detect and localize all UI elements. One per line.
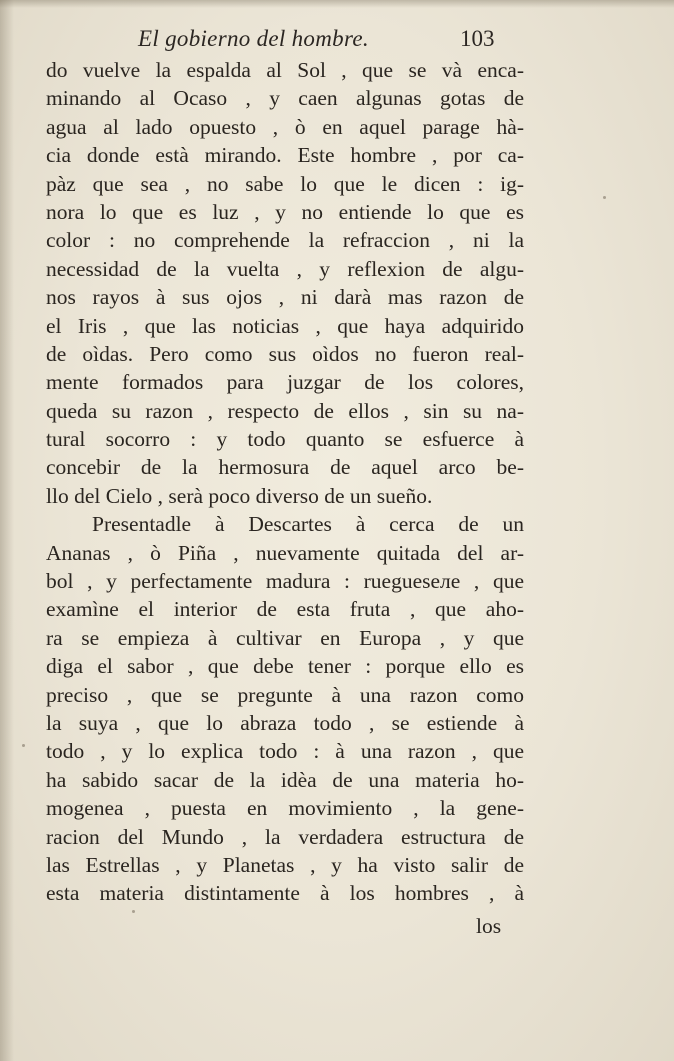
text-line: nora lo que es luz , y no entiende lo que es <box>46 199 524 224</box>
text-line: concebir de la hermosura de aquel arco be- <box>46 455 524 480</box>
catchword: los <box>476 914 502 938</box>
paragraph-last-line: llo del Cielo , serà poco diverso de un sueño. <box>46 483 433 508</box>
text-line: pàz que sea , no sabe lo que le dicen : ig- <box>46 171 524 196</box>
page-number: 103 <box>460 26 495 51</box>
running-title: El gobierno del hombre. <box>138 26 369 51</box>
text-line: la suya , que lo abraza todo , se estiende à <box>46 710 524 735</box>
text-line: Ananas , ò Piña , nuevamente quitada del ar- <box>46 540 524 565</box>
text-line: mente formados para juzgar de los colores, <box>46 370 524 395</box>
text-line: cia donde està mirando. Este hombre , por ca- <box>46 143 524 168</box>
text-line: ha sabido sacar de la idèa de una materia ho- <box>46 767 524 792</box>
text-line: esta materia distintamente à los hombres , à <box>46 881 524 906</box>
paper-speck <box>132 910 135 913</box>
text-line: necessidad de la vuelta , y reflexion de algu- <box>46 256 524 281</box>
paper-speck <box>22 744 25 747</box>
text-line: preciso , que se pregunte à una razon como <box>46 682 524 707</box>
text-line: examìne el interior de esta fruta , que aho- <box>46 597 524 622</box>
text-line: ra se empieza à cultivar en Europa , y que <box>46 625 524 650</box>
text-line: bol , y perfectamente madura : ruegueseле , que <box>46 569 524 594</box>
text-line: el Iris , que las noticias , que haya adquirido <box>46 313 524 338</box>
text-line: mogenea , puesta en movimiento , la gene- <box>46 796 524 821</box>
text-line: nos rayos à sus ojos , ni darà mas razon de <box>46 285 524 310</box>
paper-speck <box>603 196 606 199</box>
paragraph-first-line: Presentadle à Descartes à cerca de un <box>92 512 524 537</box>
page-top-edge <box>0 0 674 8</box>
text-line: diga el sabor , que debe tener : porque ello es <box>46 654 524 679</box>
text-line: minando al Ocaso , y caen algunas gotas de <box>46 86 524 111</box>
text-line: las Estrellas , y Planetas , y ha visto salir de <box>46 852 524 877</box>
text-line: agua al lado opuesto , ò en aquel parage hà- <box>46 114 524 139</box>
text-line: tural socorro : y todo quanto se esfuerce à <box>46 427 524 452</box>
text-line: do vuelve la espalda al Sol , que se và enca- <box>46 58 524 82</box>
text-line: racion del Mundo , la verdadera estructura de <box>46 824 524 849</box>
page-gutter-shadow <box>0 0 14 1061</box>
text-line: de oìdas. Pero como sus oìdos no fueron real- <box>46 341 524 366</box>
text-line: color : no comprehende la refraccion , ni la <box>46 228 524 253</box>
body-text <box>46 56 524 908</box>
text-line: queda su razon , respecto de ellos , sin su na- <box>46 398 524 423</box>
text-line: todo , y lo explica todo : à una razon , que <box>46 739 524 764</box>
